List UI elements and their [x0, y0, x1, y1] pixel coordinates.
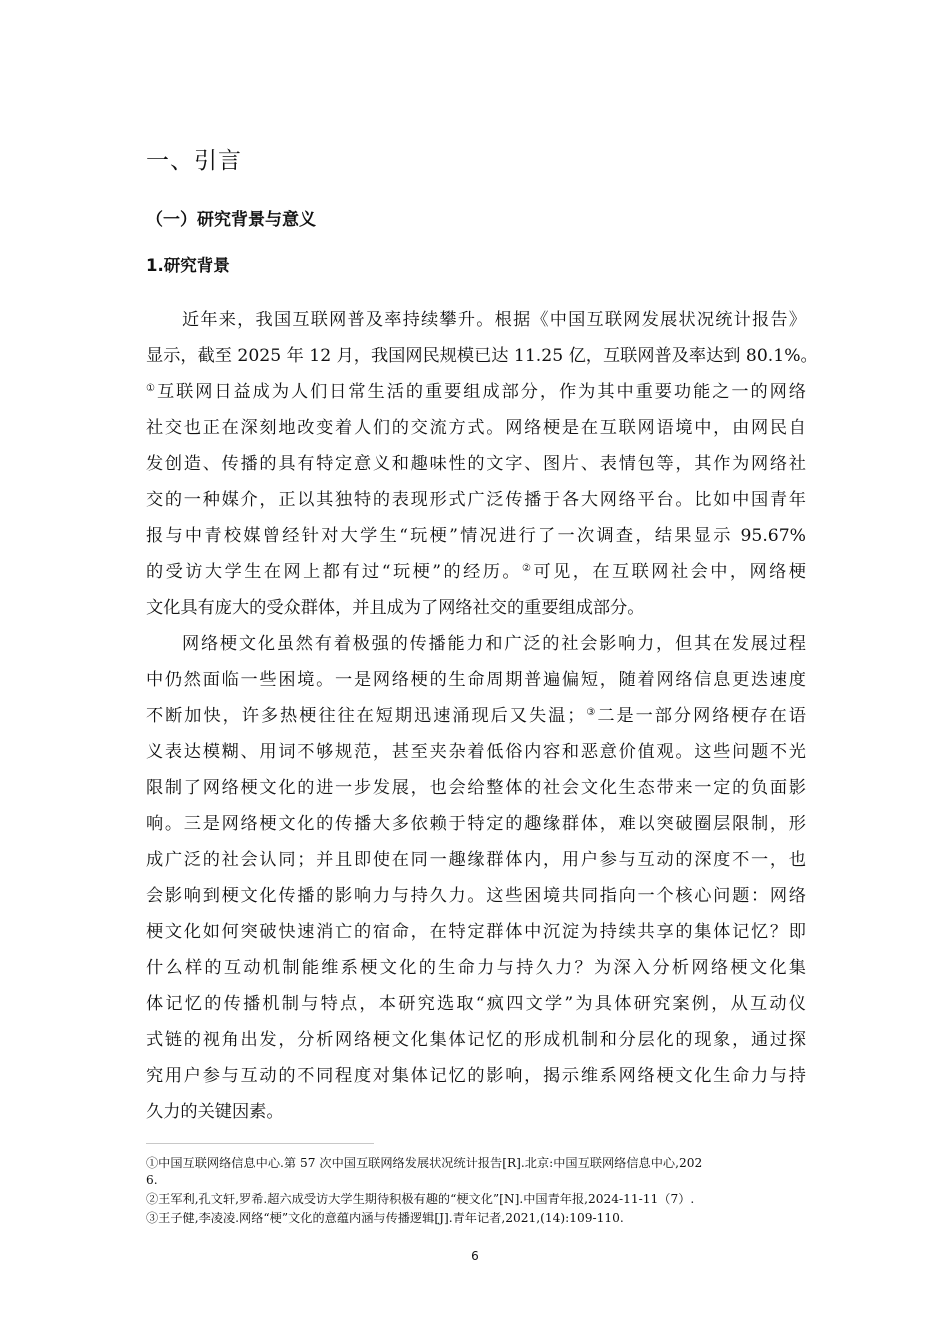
paragraph-line: 的受访大学生在网上都有过“玩梗”的经历。②可见，在互联网社会中，网络梗 [146, 562, 806, 582]
paragraph-line: 发创造、传播的具有特定意义和趣味性的文字、图片、表情包等，其作为网络社 [146, 454, 806, 474]
paragraph-line: 体记忆的传播机制与特点，本研究选取“疯四文学”为具体研究案例，从互动仪 [146, 994, 806, 1014]
paragraph-line: 网络梗文化虽然有着极强的传播能力和广泛的社会影响力，但其在发展过程 [182, 634, 806, 654]
paragraph-line: 显示，截至 2025 年 12 月，我国网民规模已达 11.25 亿，互联网普及率达到 80.1%。 [146, 346, 818, 366]
paragraph-line: 报与中青校媒曾经针对大学生“玩梗”情况进行了一次调查，结果显示 95.67% [146, 526, 806, 546]
page-number: 6 [471, 1249, 479, 1263]
paragraph-line: 义表达模糊、用词不够规范，甚至夹杂着低俗内容和恶意价值观。这些问题不光 [146, 742, 806, 762]
paragraph-line: 什么样的互动机制能维系梗文化的生命力与持久力？为深入分析网络梗文化集 [146, 958, 806, 978]
paragraph-line: 近年来，我国互联网普及率持续攀升。根据《中国互联网发展状况统计报告》 [182, 310, 806, 330]
paragraph-line: 响。三是网络梗文化的传播大多依赖于特定的趣缘群体，难以突破圈层限制，形 [146, 814, 806, 834]
paragraph-line: ①互联网日益成为人们日常生活的重要组成部分，作为其中重要功能之一的网络 [146, 382, 806, 402]
paragraph-line: 梗文化如何突破快速消亡的宿命，在特定群体中沉淀为持续共享的集体记忆？即 [146, 922, 806, 942]
footnote-ref-2[interactable]: ② [522, 563, 534, 574]
paragraph-line: 会影响到梗文化传播的影响力与持久力。这些困境共同指向一个核心问题：网络 [146, 886, 806, 906]
paragraph-line: 式链的视角出发，分析网络梗文化集体记忆的形成机制和分层化的现象，通过探 [146, 1030, 806, 1050]
paragraph-line: 社交也正在深刻地改变着人们的交流方式。网络梗是在互联网语境中，由网民自 [146, 418, 806, 438]
paragraph-line: 不断加快，许多热梗往往在短期迅速涌现后又失温；③二是一部分网络梗存在语 [146, 706, 806, 726]
paragraph-line: 成广泛的社会认同；并且即使在同一趣缘群体内，用户参与互动的深度不一，也 [146, 850, 806, 870]
footnote-ref-3[interactable]: ③ [584, 707, 598, 718]
paragraph-line: 中仍然面临一些困境。一是网络梗的生命周期普遍偏短，随着网络信息更迭速度 [146, 670, 806, 690]
subsection-heading: 1.研究背景 [146, 256, 230, 275]
footnote-2: ②王军利,孔文轩,罗希.超六成受访大学生期待积极有趣的“梗文化”[N].中国青年报,2024-11-11（7）. [146, 1192, 695, 1206]
chapter-heading: 一、引言 [146, 148, 242, 174]
paragraph-line: 文化具有庞大的受众群体，并且成为了网络社交的重要组成部分。 [146, 598, 645, 618]
footnote-3: ③王子健,李凌凌.网络“梗”文化的意蕴内涵与传播逻辑[J].青年记者,2021,(14):109-110. [146, 1211, 624, 1225]
footnote-1: ①中国互联网络信息中心.第 57 次中国互联网络发展状况统计报告[R].北京:中国互联网络信息中心,202 [146, 1156, 703, 1170]
section-heading: （一）研究背景与意义 [146, 210, 316, 230]
footnote-1-continued: 6. [146, 1173, 158, 1187]
paragraph-line: 限制了网络梗文化的进一步发展，也会给整体的社会文化生态带来一定的负面影 [146, 778, 806, 798]
footnote-ref-1[interactable]: ① [146, 383, 157, 394]
paragraph-line: 交的一种媒介，正以其独特的表现形式广泛传播于各大网络平台。比如中国青年 [146, 490, 806, 510]
paragraph-line: 久力的关键因素。 [146, 1102, 284, 1122]
footnote-divider [146, 1143, 374, 1144]
paragraph-line: 究用户参与互动的不同程度对集体记忆的影响，揭示维系网络梗文化生命力与持 [146, 1066, 806, 1086]
